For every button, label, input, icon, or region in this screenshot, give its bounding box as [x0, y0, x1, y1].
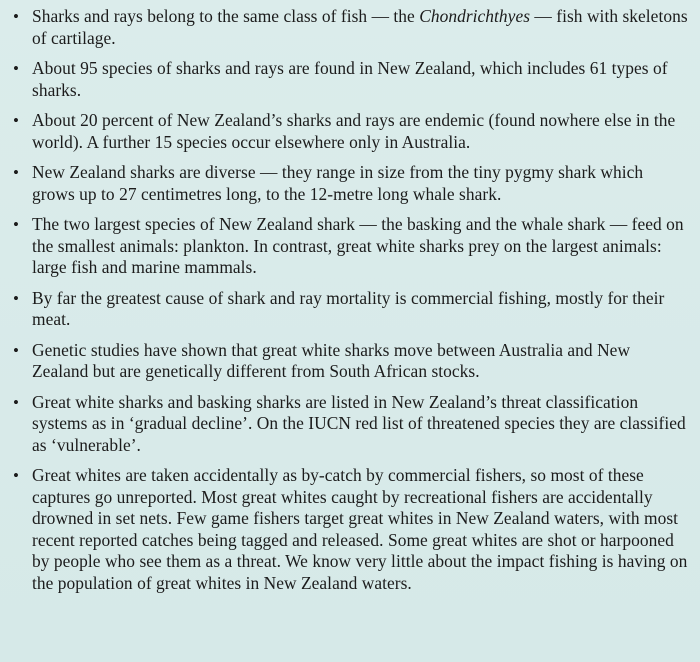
bullet-icon: •: [13, 215, 20, 234]
fact-list: [13, 6, 690, 594]
bullet-icon: •: [13, 340, 20, 360]
fact-text: About 20 percent of New Zealand’s sharks and rays are endemic (found nowhere else in the world). A further 15 species occur elsewhere only in Australia.: [32, 110, 676, 152]
fact-text: About 95 species of sharks and rays are found in New Zealand, which includes 61 types of sharks.: [32, 58, 668, 100]
bullet-icon: •: [13, 392, 20, 412]
bullet-icon: •: [13, 288, 20, 308]
fact-text-end: — fish with skeletons of cartilage.: [32, 6, 688, 48]
fact-item-4: [13, 162, 690, 205]
fact-item-3: [13, 110, 690, 153]
fact-item-9: [13, 465, 690, 594]
bullet-icon: •: [13, 59, 20, 78]
class-name-italic: Chondrichthyes: [419, 6, 531, 26]
fact-text: By far the greatest cause of shark and ray mortality is commercial fishing, mostly for their meat.: [32, 287, 665, 329]
fact-text: [32, 6, 688, 48]
fact-text: Great whites are taken accidentally as by-catch by commercial fishers, so most of these captures go unreported. Most great whites caught by recreational fishers are accidentally drowned in set nets. Few game fishers target great whites in New Zealand waters, with most recent reported catches being tagged and released. Some great whites are shot or harpooned by people who see them as a threat. We know very little about the impact fishing is having on the population of great whites in New Zealand waters.: [32, 465, 688, 593]
fact-item-6: [13, 288, 690, 331]
fact-item-1: [13, 6, 690, 49]
bullet-icon: •: [13, 7, 20, 26]
fact-text-start: Sharks and rays belong to the same class of fish — the: [32, 6, 420, 26]
fact-item-7: [13, 340, 690, 383]
fact-item-2: [13, 58, 690, 101]
bullet-icon: •: [13, 111, 20, 130]
fact-text: Genetic studies have shown that great white sharks move between Australia and New Zealand but are genetically different from South African stocks.: [32, 339, 631, 381]
fact-text: The two largest species of New Zealand shark — the basking and the whale shark — feed on the smallest animals: plankton. In contrast, great white sharks prey on the largest animals: large fish and marine mammals.: [32, 214, 684, 277]
fact-text: Great white sharks and basking sharks are listed in New Zealand’s threat classification systems as in ‘gradual decline’. On the IUCN red list of threatened species they are classified as ‘vulnerable’.: [32, 391, 686, 455]
fact-item-5: [13, 214, 690, 279]
bullet-icon: •: [13, 466, 20, 485]
fact-item-8: [13, 392, 690, 457]
bullet-icon: •: [13, 163, 20, 182]
fact-text: New Zealand sharks are diverse — they range in size from the tiny pygmy shark which grows up to 27 centimetres long, to the 12-metre long whale shark.: [32, 162, 644, 204]
